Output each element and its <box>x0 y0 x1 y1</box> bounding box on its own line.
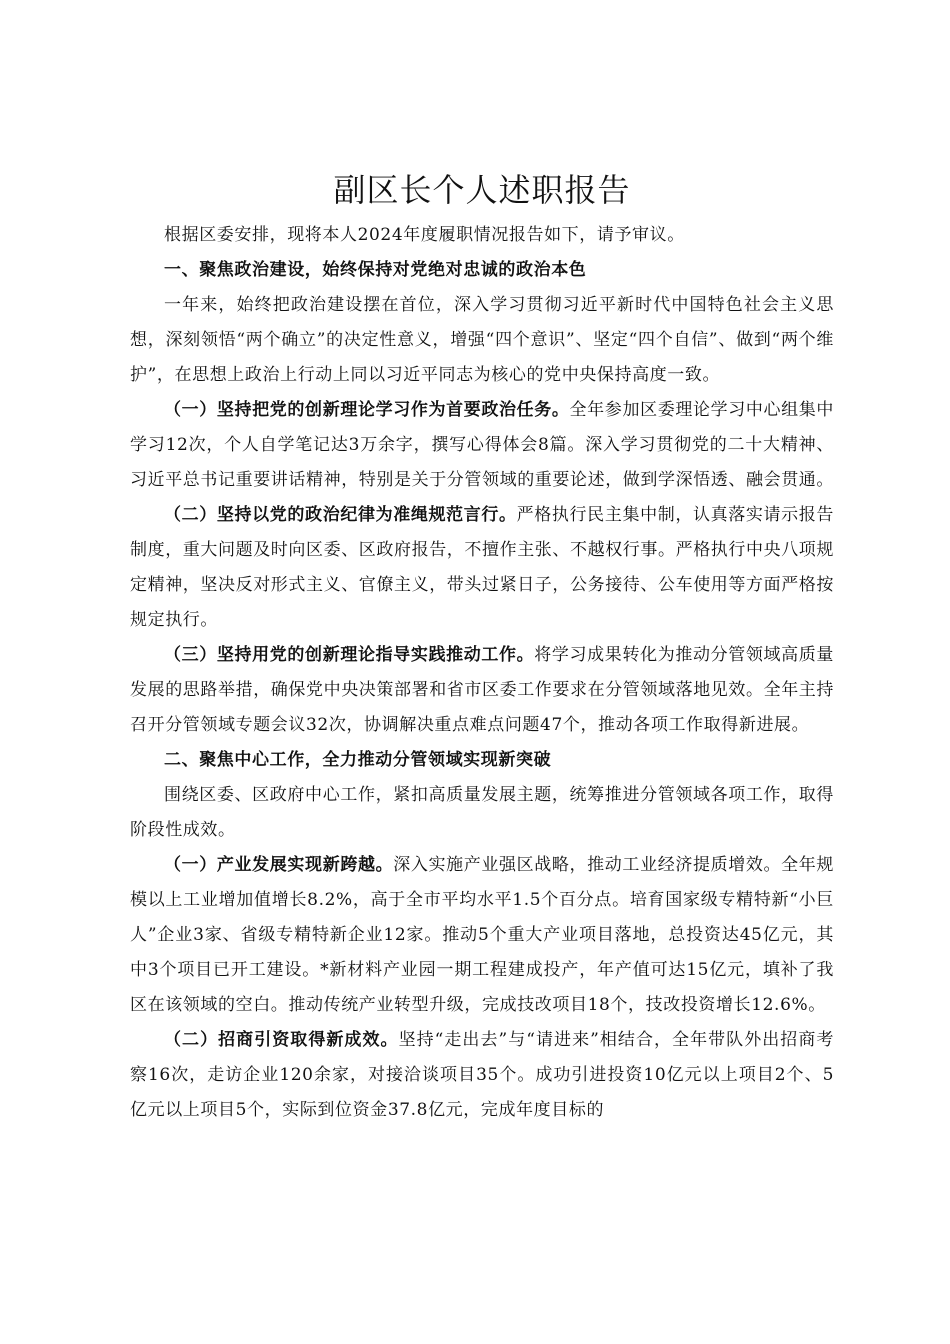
body-paragraph <box>130 288 834 393</box>
subsection-heading: （三）坚持用党的创新理论指导实践推动工作。 <box>164 645 535 665</box>
section-heading-text: 二、聚焦中心工作，全力推动分管领域实现新突破 <box>164 750 552 770</box>
document-title: 副区长个人述职报告 <box>333 171 631 209</box>
paragraph-text: 围绕区委、区政府中心工作，紧扣高质量发展主题，统筹推进分管领域各项工作，取得阶段性成效。 <box>130 785 834 840</box>
subsection-paragraph-2-1 <box>130 848 834 1023</box>
section-heading-2 <box>130 743 834 778</box>
subsection-paragraph-2-2 <box>130 1023 834 1128</box>
paragraph-text: 根据区委安排，现将本人2024年度履职情况报告如下，请予审议。 <box>164 225 685 245</box>
intro-paragraph <box>130 218 834 253</box>
subsection-paragraph-1-1 <box>130 393 834 498</box>
subsection-paragraph-1-3 <box>130 638 834 743</box>
subsection-heading: （二）招商引资取得新成效。 <box>164 1030 399 1050</box>
paragraph-text: 深入实施产业强区战略，推动工业经济提质增效。全年规模以上工业增加值增长8.2%，高于全市平均水平1.5个百分点。培育国家级专精特新“小巨人”企业3家、省级专精特新企业12家。推动5个重大产业项目落地，总投资达45亿元，其中3个项目已开工建设。*新材料产业园一期工程建成投产，年产值可达15亿元，填补了我区在该领域的空白。推动传统产业转型升级，完成技改项目18个，技改投资增长12.6%。 <box>130 855 834 1015</box>
body-paragraph <box>130 778 834 848</box>
subsection-heading: （一）产业发展实现新跨越。 <box>164 855 394 875</box>
subsection-paragraph-1-2 <box>130 498 834 638</box>
paragraph-text: 一年来，始终把政治建设摆在首位，深入学习贯彻习近平新时代中国特色社会主义思想，深刻领悟“两个确立”的决定性意义，增强“四个意识”、坚定“四个自信”、做到“两个维护”，在思想上政治上行动上同以习近平同志为核心的党中央保持高度一致。 <box>130 295 834 385</box>
paragraph-text: 坚持“走出去”与“请进来”相结合，全年带队外出招商考察16次，走访企业120余家，对接洽谈项目35个。成功引进投资10亿元以上项目2个、5亿元以上项目5个，实际到位资金37.8亿元，完成年度目标的 <box>130 1030 834 1120</box>
subsection-heading: （一）坚持把党的创新理论学习作为首要政治任务。 <box>164 400 570 420</box>
paragraph-text: 将学习成果转化为推动分管领域高质量发展的思路举措，确保党中央决策部署和省市区委工作要求在分管领域落地见效。全年主持召开分管领域专题会议32次，协调解决重点难点问题47个，推动各项工作取得新进展。 <box>130 645 834 735</box>
section-heading-text: 一、聚焦政治建设，始终保持对党绝对忠诚的政治本色 <box>164 260 587 280</box>
paragraph-text: 全年参加区委理论学习中心组集中学习12次，个人自学笔记达3万余字，撰写心得体会8篇。深入学习贯彻党的二十大精神、习近平总书记重要讲话精神，特别是关于分管领域的重要论述，做到学深悟透、融会贯通。 <box>130 400 834 490</box>
section-heading-1 <box>130 253 834 288</box>
subsection-heading: （二）坚持以党的政治纪律为准绳规范言行。 <box>164 505 517 525</box>
paragraph-text: 严格执行民主集中制，认真落实请示报告制度，重大问题及时向区委、区政府报告，不擅作主张、不越权行事。严格执行中央八项规定精神，坚决反对形式主义、官僚主义，带头过紧日子，公务接待、公车使用等方面严格按规定执行。 <box>130 505 835 630</box>
document-page <box>130 168 834 1128</box>
